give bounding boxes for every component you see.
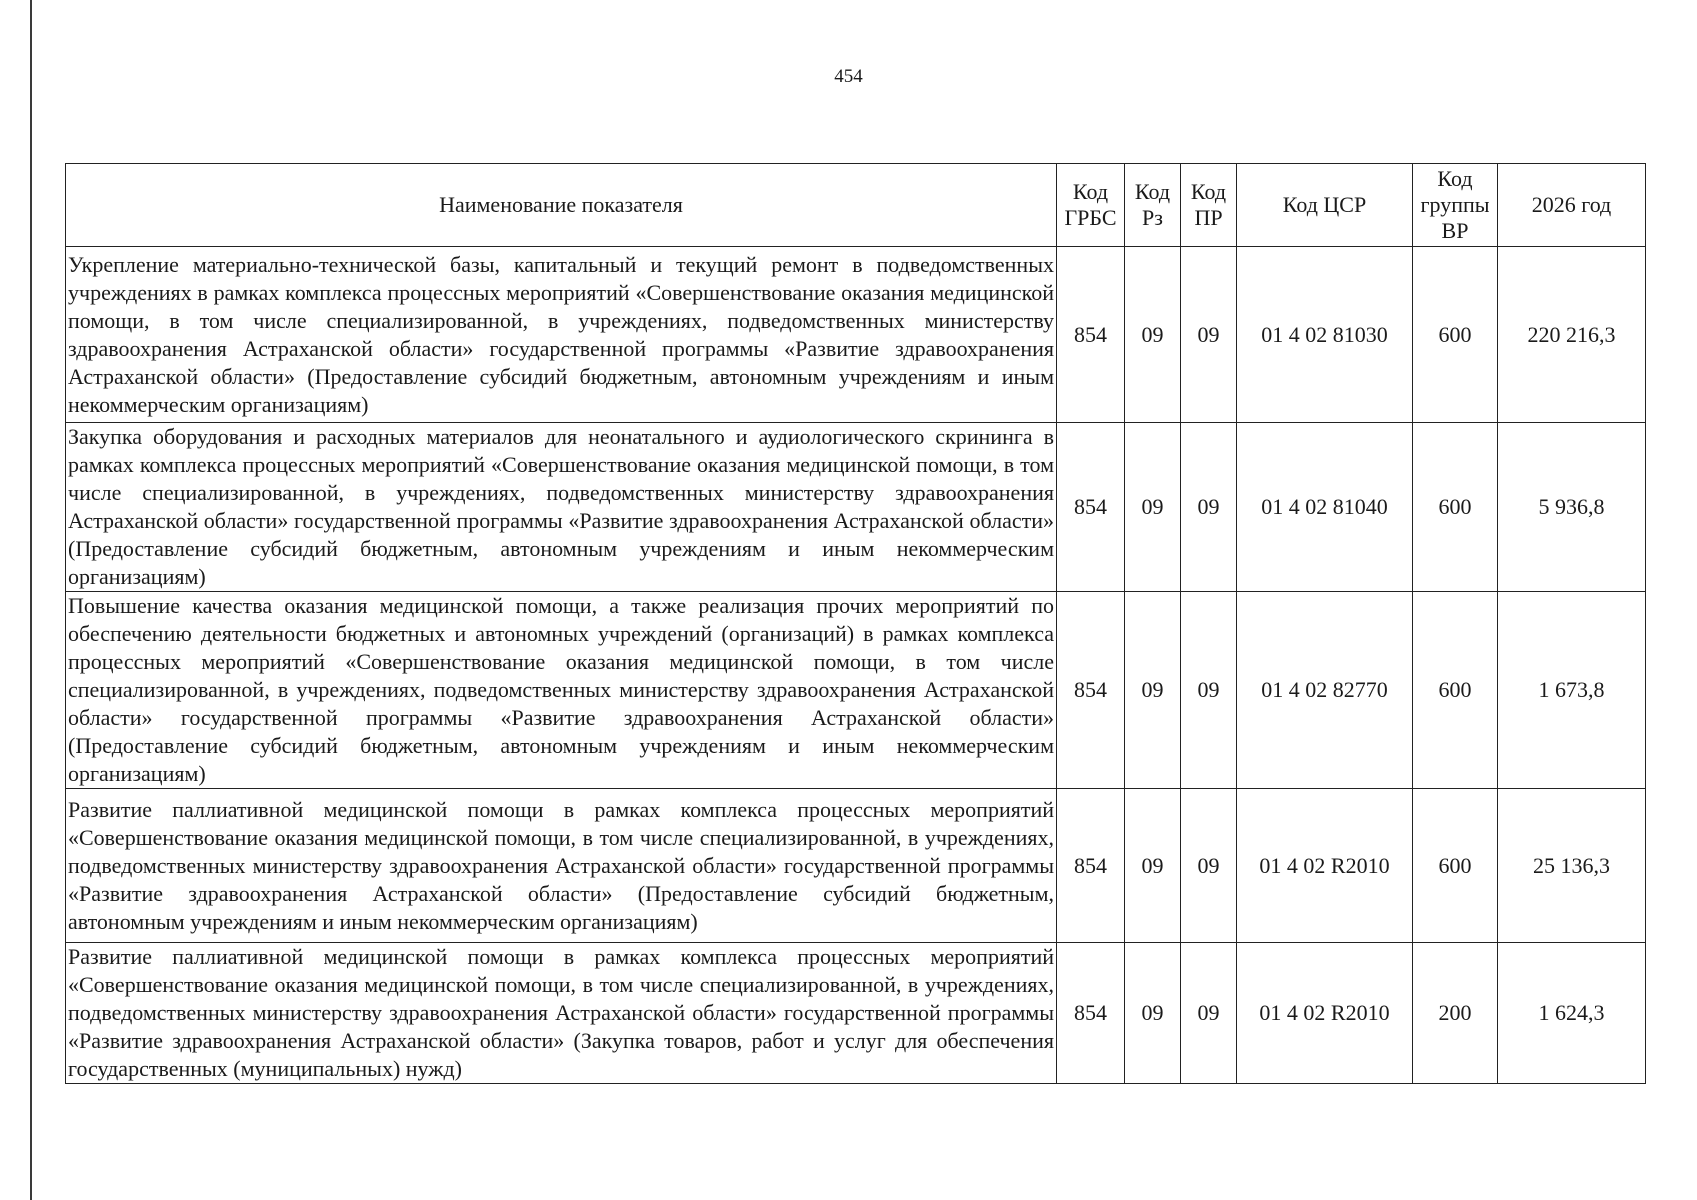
row-grbs: 854 (1057, 247, 1125, 423)
header-vr: Код группы ВР (1413, 164, 1498, 247)
row-vr: 600 (1413, 592, 1498, 789)
row-csr: 01 4 02 82770 (1237, 592, 1413, 789)
row-csr: 01 4 02 R2010 (1237, 789, 1413, 943)
row-pr: 09 (1181, 789, 1237, 943)
row-name: Укрепление материально-технической базы, капитальный и текущий ремонт в подведомственных учреждениях в рамках комплекса процессных мероприятий «Совершенствование оказания медицинской помощи, в том числе специализированной, в учреждениях, подведомственных министерству здравоохранения Астраханской области» государственной программы «Развитие здравоохранения Астраханской области» (Предоставление субсидий бюджетным, автономным учреждениям и иным некоммерческим организациям) (66, 247, 1057, 423)
row-pr: 09 (1181, 592, 1237, 789)
table-row (66, 423, 1646, 592)
row-name: Закупка оборудования и расходных материалов для неонатального и аудиологического скрининга в рамках комплекса процессных мероприятий «Совершенствование оказания медицинской помощи, в том числе специализированной, в учреждениях, подведомственных министерству здравоохранения Астраханской области» государственной программы «Развитие здравоохранения Астраханской области» (Предоставление субсидий бюджетным, автономным учреждениям и иным некоммерческим организациям) (66, 423, 1057, 592)
row-year: 5 936,8 (1498, 423, 1646, 592)
table-row (66, 789, 1646, 943)
row-rz: 09 (1125, 423, 1181, 592)
table-row (66, 592, 1646, 789)
row-vr: 600 (1413, 247, 1498, 423)
header-rz: Код Рз (1125, 164, 1181, 247)
row-pr: 09 (1181, 423, 1237, 592)
row-pr: 09 (1181, 943, 1237, 1084)
row-year: 25 136,3 (1498, 789, 1646, 943)
row-vr: 600 (1413, 789, 1498, 943)
row-year: 1 624,3 (1498, 943, 1646, 1084)
row-rz: 09 (1125, 789, 1181, 943)
row-vr: 600 (1413, 423, 1498, 592)
table-header-row (66, 164, 1646, 247)
binding-margin-line (30, 0, 32, 1200)
row-csr: 01 4 02 81040 (1237, 423, 1413, 592)
row-year: 220 216,3 (1498, 247, 1646, 423)
row-csr: 01 4 02 R2010 (1237, 943, 1413, 1084)
table-row (66, 943, 1646, 1084)
row-grbs: 854 (1057, 423, 1125, 592)
row-pr: 09 (1181, 247, 1237, 423)
row-vr: 200 (1413, 943, 1498, 1084)
header-year: 2026 год (1498, 164, 1646, 247)
row-grbs: 854 (1057, 943, 1125, 1084)
row-rz: 09 (1125, 247, 1181, 423)
table-row (66, 247, 1646, 423)
row-grbs: 854 (1057, 592, 1125, 789)
row-grbs: 854 (1057, 789, 1125, 943)
header-name: Наименование показателя (66, 164, 1057, 247)
header-csr: Код ЦСР (1237, 164, 1413, 247)
row-name: Развитие паллиативной медицинской помощи в рамках комплекса процессных мероприятий «Совершенствование оказания медицинской помощи, в том числе специализированной, в учреждениях, подведомственных министерству здравоохранения Астраханской области» государственной программы «Развитие здравоохранения Астраханской области» (Предоставление субсидий бюджетным, автономным учреждениям и иным некоммерческим организациям) (66, 789, 1057, 943)
row-year: 1 673,8 (1498, 592, 1646, 789)
row-rz: 09 (1125, 943, 1181, 1084)
budget-table (65, 163, 1646, 1084)
row-name: Развитие паллиативной медицинской помощи в рамках комплекса процессных мероприятий «Совершенствование оказания медицинской помощи, в том числе специализированной, в учреждениях, подведомственных министерству здравоохранения Астраханской области» государственной программы «Развитие здравоохранения Астраханской области» (Закупка товаров, работ и услуг для обеспечения государственных (муниципальных) нужд) (66, 943, 1057, 1084)
page-number: 454 (834, 66, 863, 87)
row-name: Повышение качества оказания медицинской помощи, а также реализация прочих мероприятий по обеспечению деятельности бюджетных и автономных учреждений (организаций) в рамках комплекса процессных мероприятий «Совершенствование оказания медицинской помощи, в том числе специализированной, в учреждениях, подведомственных министерству здравоохранения Астраханской области» государственной программы «Развитие здравоохранения Астраханской области» (Предоставление субсидий бюджетным, автономным учреждениям и иным некоммерческим организациям) (66, 592, 1057, 789)
header-pr: Код ПР (1181, 164, 1237, 247)
header-grbs: Код ГРБС (1057, 164, 1125, 247)
row-csr: 01 4 02 81030 (1237, 247, 1413, 423)
row-rz: 09 (1125, 592, 1181, 789)
